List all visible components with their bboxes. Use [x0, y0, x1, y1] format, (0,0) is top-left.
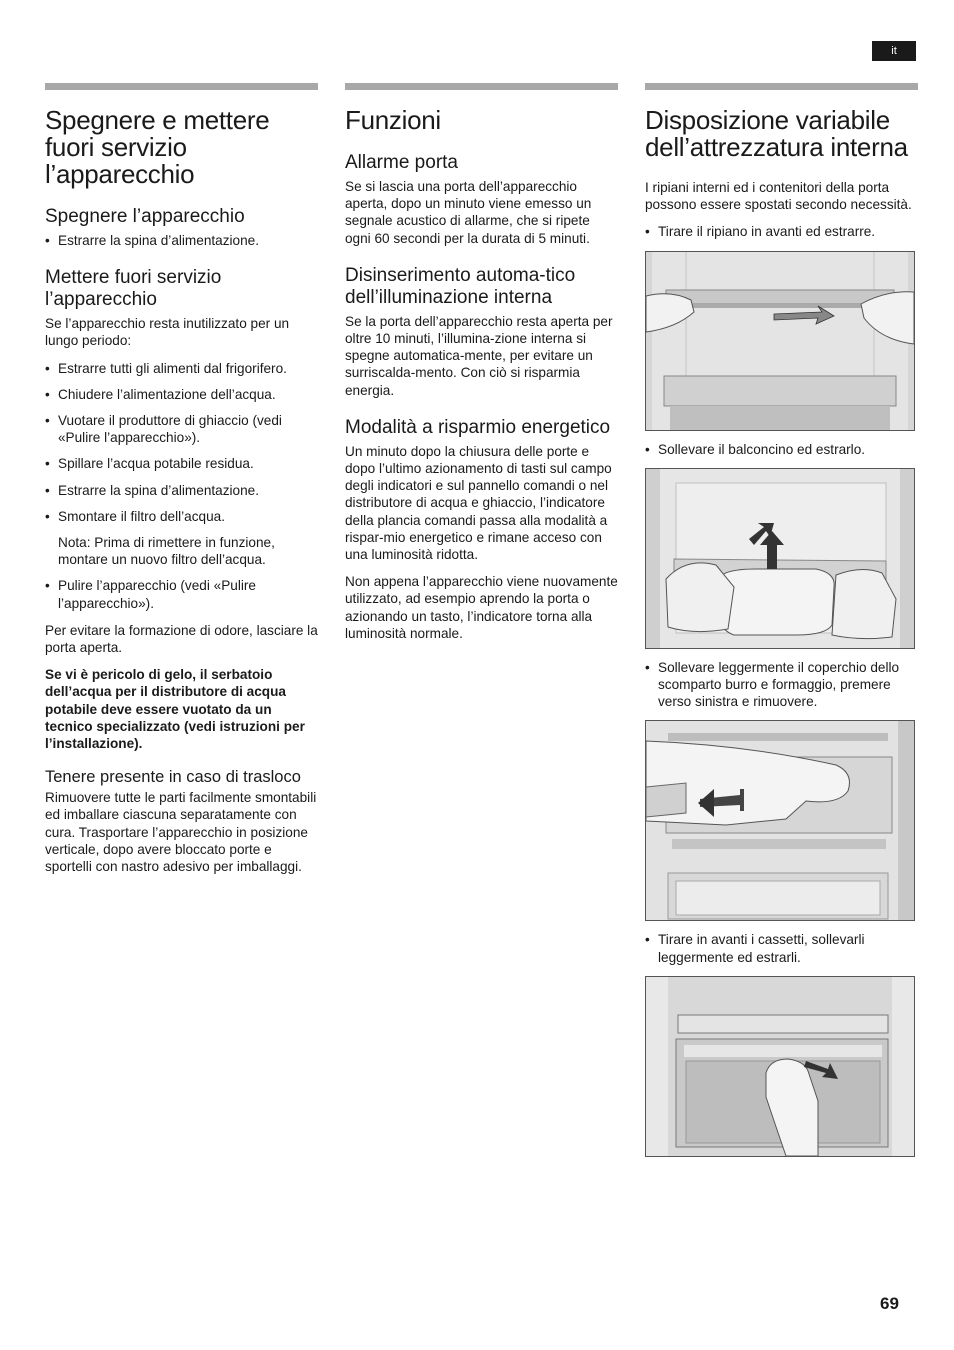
list-item: • Pulire l’apparecchio (vedi «Pulire l’apparecchio»).: [45, 577, 318, 611]
list-item: • Smontare il filtro dell’acqua.: [45, 508, 318, 525]
column-interior-layout: [645, 83, 918, 1167]
column-switch-off: [45, 83, 318, 885]
list-item-emphasis: sinistra: [695, 694, 739, 710]
paragraph: Se l’apparecchio resta inutilizzato per un lungo periodo:: [45, 316, 290, 349]
butter-compartment-illustration: [645, 720, 915, 921]
list-item: • Estrarre la spina d’alimentazione.: [45, 232, 318, 249]
list-item-text: e rimuovere.: [738, 694, 818, 710]
note-label: Nota:: [58, 535, 91, 551]
section-title: Funzioni: [345, 105, 441, 135]
bullet-list: [45, 360, 318, 525]
warning-text: Se vi è pericolo di gelo, il serbatoio dell’acqua per il distributore di acqua potabile deve essere vuotato da un tecnico specializzato (vedi istruzioni per l’installazione).: [45, 667, 305, 752]
subheading-moving: Tenere presente in caso di trasloco: [45, 768, 301, 787]
section-title: Disposizione variabile dell’attrezzatura interna: [645, 105, 908, 162]
list-item: • Tirare il ripiano in avanti ed estrarre.: [645, 223, 918, 240]
subheading-energy-saving: Modalità a risparmio energetico: [345, 416, 611, 438]
note-text: Prima di rimettere in funzione, montare un nuovo filtro dell’acqua.: [58, 535, 275, 568]
paragraph: Se si lascia una porta dell’apparecchio aperta, dopo un minuto viene emesso un segnale acustico di allarme, che si ripete ogni 60 secondi per la durata di 5 minuti.: [345, 179, 592, 246]
paragraph: Per evitare la formazione di odore, lasciare la porta aperta.: [45, 622, 318, 656]
list-item: • Sollevare il balconcino ed estrarlo.: [645, 441, 918, 458]
paragraph: Se la porta dell’apparecchio resta aperta per oltre 10 minuti, l’illumina-zione interna si spegne automatica-mente, per evitare un surriscalda-mento. Con ciò si risparmia energia.: [345, 313, 613, 398]
subheading-door-alarm: Allarme porta: [345, 152, 458, 173]
subheading-decommission: Mettere fuori servizio l’apparecchio: [45, 267, 222, 311]
list-item: • Vuotare il produttore di ghiaccio (vedi «Pulire l’apparecchio»).: [45, 412, 318, 446]
bullet-list: [645, 931, 918, 965]
bullet-list: [645, 659, 918, 711]
note: [45, 534, 318, 568]
paragraph: Non appena l’apparecchio viene nuovamente utilizzato, ad esempio aprendo la porta o azionando un tasto, l’indicatore torna alla luminosità normale.: [345, 574, 618, 641]
section-rule: [45, 83, 318, 90]
list-item: [645, 659, 918, 711]
bullet-list: [645, 441, 918, 458]
paragraph: Rimuovere tutte le parti facilmente smontabili ed imballare ciascuna separatamente con cura. Trasportare l’apparecchio in posizione verticale, dopo avere bloccato porte e sportelli con nastro adesivo per imballaggi.: [45, 790, 317, 875]
paragraph: I ripiani interni ed i contenitori della porta possono essere spostati secondo necessità.: [645, 180, 912, 213]
shelf-removal-illustration: [645, 251, 915, 431]
page-number: 69: [880, 1294, 899, 1313]
section-title: Spegnere e mettere fuori servizio l’apparecchio: [45, 105, 270, 189]
list-item: • Tirare in avanti i cassetti, sollevarli leggermente ed estrarli.: [645, 931, 918, 965]
list-item: • Estrarre tutti gli alimenti dal frigorifero.: [45, 360, 318, 377]
paragraph: Un minuto dopo la chiusura delle porte e dopo l’ultimo azionamento di tasti sul campo degli indicatori e sul pannello comandi o nel distributore di acqua e ghiaccio, l’indicatore della plancia comandi passa alla modalità a rispar-mio energetico e rimane acceso con una luminosità ridotta.: [345, 443, 612, 563]
list-item: • Estrarre la spina d’alimentazione.: [45, 482, 318, 499]
bullet-list: [645, 223, 918, 240]
list-item: • Spillare l’acqua potabile residua.: [45, 455, 318, 472]
language-badge: it: [872, 41, 916, 61]
subheading-light-off: Disinserimento automa-tico dell’illuminazione interna: [345, 264, 576, 308]
door-bin-removal-illustration: [645, 468, 915, 649]
subheading-switch-off: Spegnere l’apparecchio: [45, 206, 245, 227]
section-rule: [645, 83, 918, 90]
drawer-removal-illustration: [645, 976, 915, 1157]
bullet-list: [45, 577, 318, 611]
section-rule: [345, 83, 618, 90]
list-item-text: Sollevare leggermente il coperchio dello scomparto burro e formaggio, premere verso: [658, 659, 900, 710]
column-functions: [345, 83, 618, 652]
bullet-list: [45, 232, 318, 249]
list-item: • Chiudere l’alimentazione dell’acqua.: [45, 386, 318, 403]
